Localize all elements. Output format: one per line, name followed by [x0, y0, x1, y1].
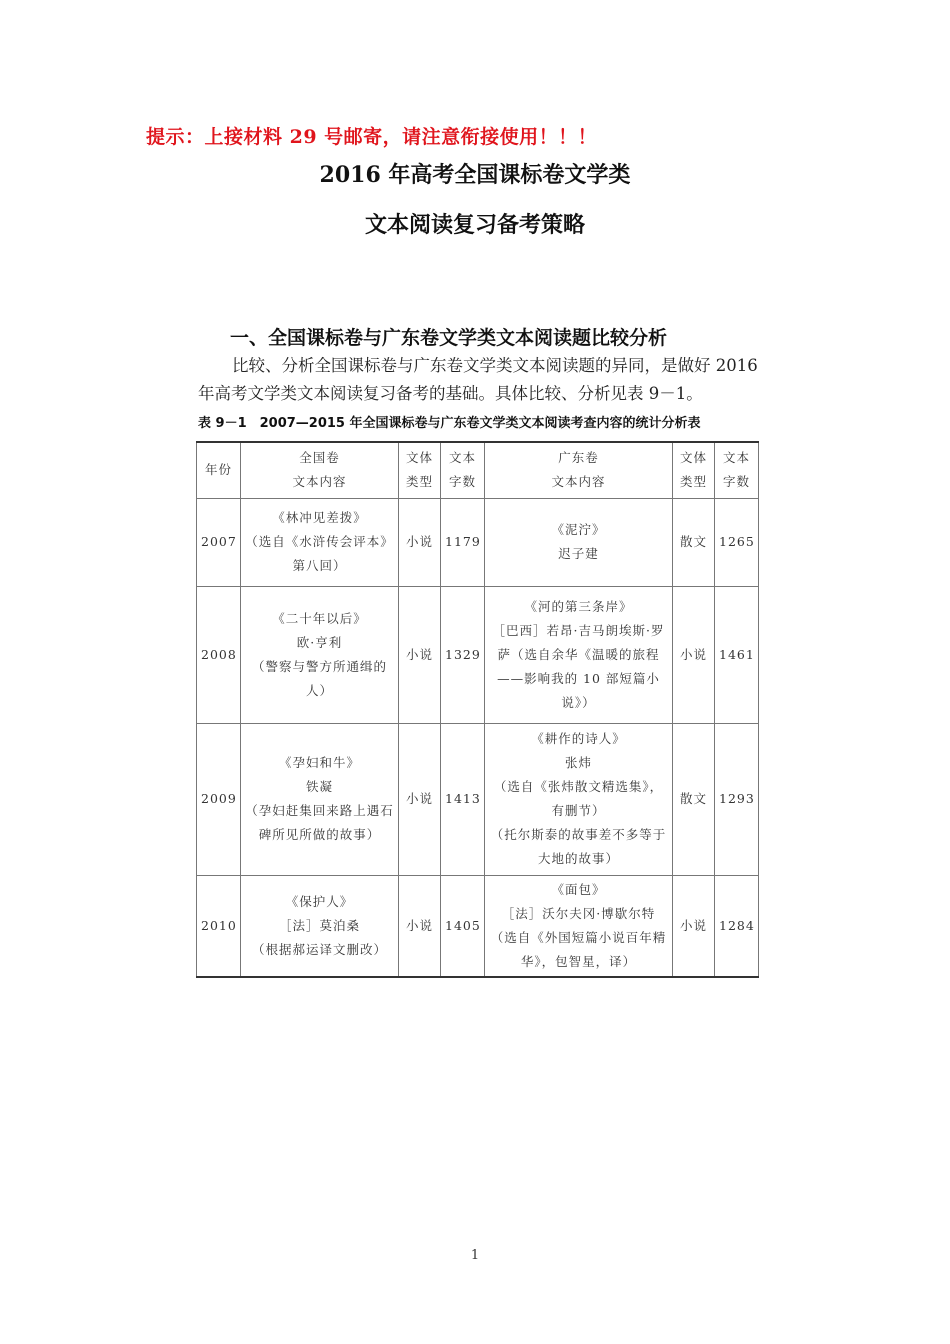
national-detail: （选自《水浒传会评本》第八回） [245, 534, 394, 573]
national-detail: （孕妇赶集回来路上遇石碑所见所做的故事） [245, 803, 394, 842]
guangdong-content-cell [485, 498, 673, 586]
header-national-content [241, 442, 399, 498]
national-genre: 小说 [399, 586, 441, 723]
guangdong-title: 《面包》 [551, 881, 606, 897]
row-year: 2009 [197, 723, 241, 875]
header-national-words-2: 字数 [448, 474, 476, 490]
header-year: 年份 [197, 442, 241, 498]
national-detail: （警察与警方所通缉的人） [251, 658, 387, 698]
header-national-genre-2: 类型 [405, 474, 433, 490]
guangdong-author: 张炜 [564, 755, 592, 770]
guangdong-detail: ［法］沃尔夫冈·博歇尔特 [501, 905, 656, 921]
guangdong-detail-2: （托尔斯泰的故事差不多等于大地的故事） [490, 827, 667, 866]
guangdong-words: 1293 [715, 723, 759, 875]
row-year: 2007 [197, 498, 241, 586]
table-row [197, 723, 759, 875]
national-content-cell [241, 723, 399, 875]
table-caption: 表 9－1 2007—2015 年全国课标卷与广东卷文学类文本阅读考查内容的统计分析表 [198, 416, 701, 431]
header-guangdong-content-label: 文本内容 [551, 474, 606, 490]
guangdong-title: 《河的第三条岸》 [524, 598, 633, 614]
intro-paragraph-text: 比较、分析全国课标卷与广东卷文学类文本阅读题的异同，是做好 2016 年高考文学类文本阅读复习备考的基础。具体比较、分析见表 9－1。 [198, 356, 758, 403]
comparison-table [196, 441, 759, 978]
guangdong-detail: ［巴西］若昂·吉马朗埃斯·罗萨（选自余华《温暖的旅程——影响我的 10 部短篇小说》） [492, 622, 665, 710]
row-year: 2010 [197, 875, 241, 977]
document-subtitle: 文本阅读复习备考策略 [364, 212, 585, 238]
guangdong-author: 迟子建 [558, 546, 599, 561]
guangdong-title: 《泥泞》 [551, 522, 606, 537]
national-content-cell [241, 498, 399, 586]
national-author: ［法］莫泊桑 [278, 917, 360, 933]
guangdong-detail: （选自《张炜散文精选集》，有删节） [493, 779, 664, 818]
header-national-group: 全国卷 [299, 450, 340, 466]
guangdong-genre: 小说 [673, 586, 715, 723]
guangdong-title: 《耕作的诗人》 [531, 731, 626, 746]
national-words: 1405 [441, 875, 485, 977]
national-author: 欧·亨利 [296, 634, 343, 650]
header-national-genre [399, 442, 441, 498]
guangdong-genre: 小说 [673, 875, 715, 977]
header-guangdong-words-1: 文本 [722, 450, 750, 466]
header-national-genre-1: 文体 [405, 450, 433, 466]
national-words: 1413 [441, 723, 485, 875]
national-title: 《保护人》 [285, 893, 354, 909]
table-row [197, 875, 759, 977]
header-guangdong-genre-2: 类型 [679, 474, 707, 490]
national-title: 《林冲见差拨》 [272, 510, 367, 525]
national-genre: 小说 [399, 875, 441, 977]
table-row [197, 586, 759, 723]
header-guangdong-words-2: 字数 [722, 474, 750, 490]
guangdong-detail-2: （选自《外国短篇小说百年精华》，包智星，译） [490, 929, 667, 969]
guangdong-content-cell [485, 723, 673, 875]
national-words: 1179 [441, 498, 485, 586]
table-row [197, 498, 759, 586]
notice-banner: 提示：上接材料 29 号邮寄，请注意衔接使用！！！ [146, 126, 598, 148]
national-genre: 小说 [399, 723, 441, 875]
national-genre: 小说 [399, 498, 441, 586]
national-author: 铁凝 [305, 779, 333, 794]
guangdong-genre: 散文 [673, 498, 715, 586]
document-title: 2016 年高考全国课标卷文学类 [319, 162, 631, 188]
guangdong-content-cell [485, 875, 673, 977]
header-national-words-1: 文本 [448, 450, 476, 466]
guangdong-content-cell [485, 586, 673, 723]
section-heading: 一、全国课标卷与广东卷文学类文本阅读题比较分析 [230, 327, 668, 349]
page-number: 1 [470, 1248, 480, 1263]
header-guangdong-group: 广东卷 [558, 450, 599, 466]
guangdong-genre: 散文 [673, 723, 715, 875]
table-header-row [197, 442, 759, 498]
header-guangdong-genre [673, 442, 715, 498]
national-title: 《二十年以后》 [272, 610, 367, 626]
row-year: 2008 [197, 586, 241, 723]
national-content-cell [241, 875, 399, 977]
guangdong-words: 1461 [715, 586, 759, 723]
national-title: 《孕妇和牛》 [278, 755, 360, 770]
national-content-cell [241, 586, 399, 723]
header-national-content-label: 文本内容 [292, 474, 347, 490]
header-guangdong-words [715, 442, 759, 498]
national-detail: （根据郝运译文删改） [251, 941, 387, 957]
guangdong-words: 1265 [715, 498, 759, 586]
guangdong-words: 1284 [715, 875, 759, 977]
header-national-words [441, 442, 485, 498]
intro-paragraph [198, 352, 764, 408]
national-words: 1329 [441, 586, 485, 723]
header-guangdong-content [485, 442, 673, 498]
header-guangdong-genre-1: 文体 [679, 450, 707, 466]
